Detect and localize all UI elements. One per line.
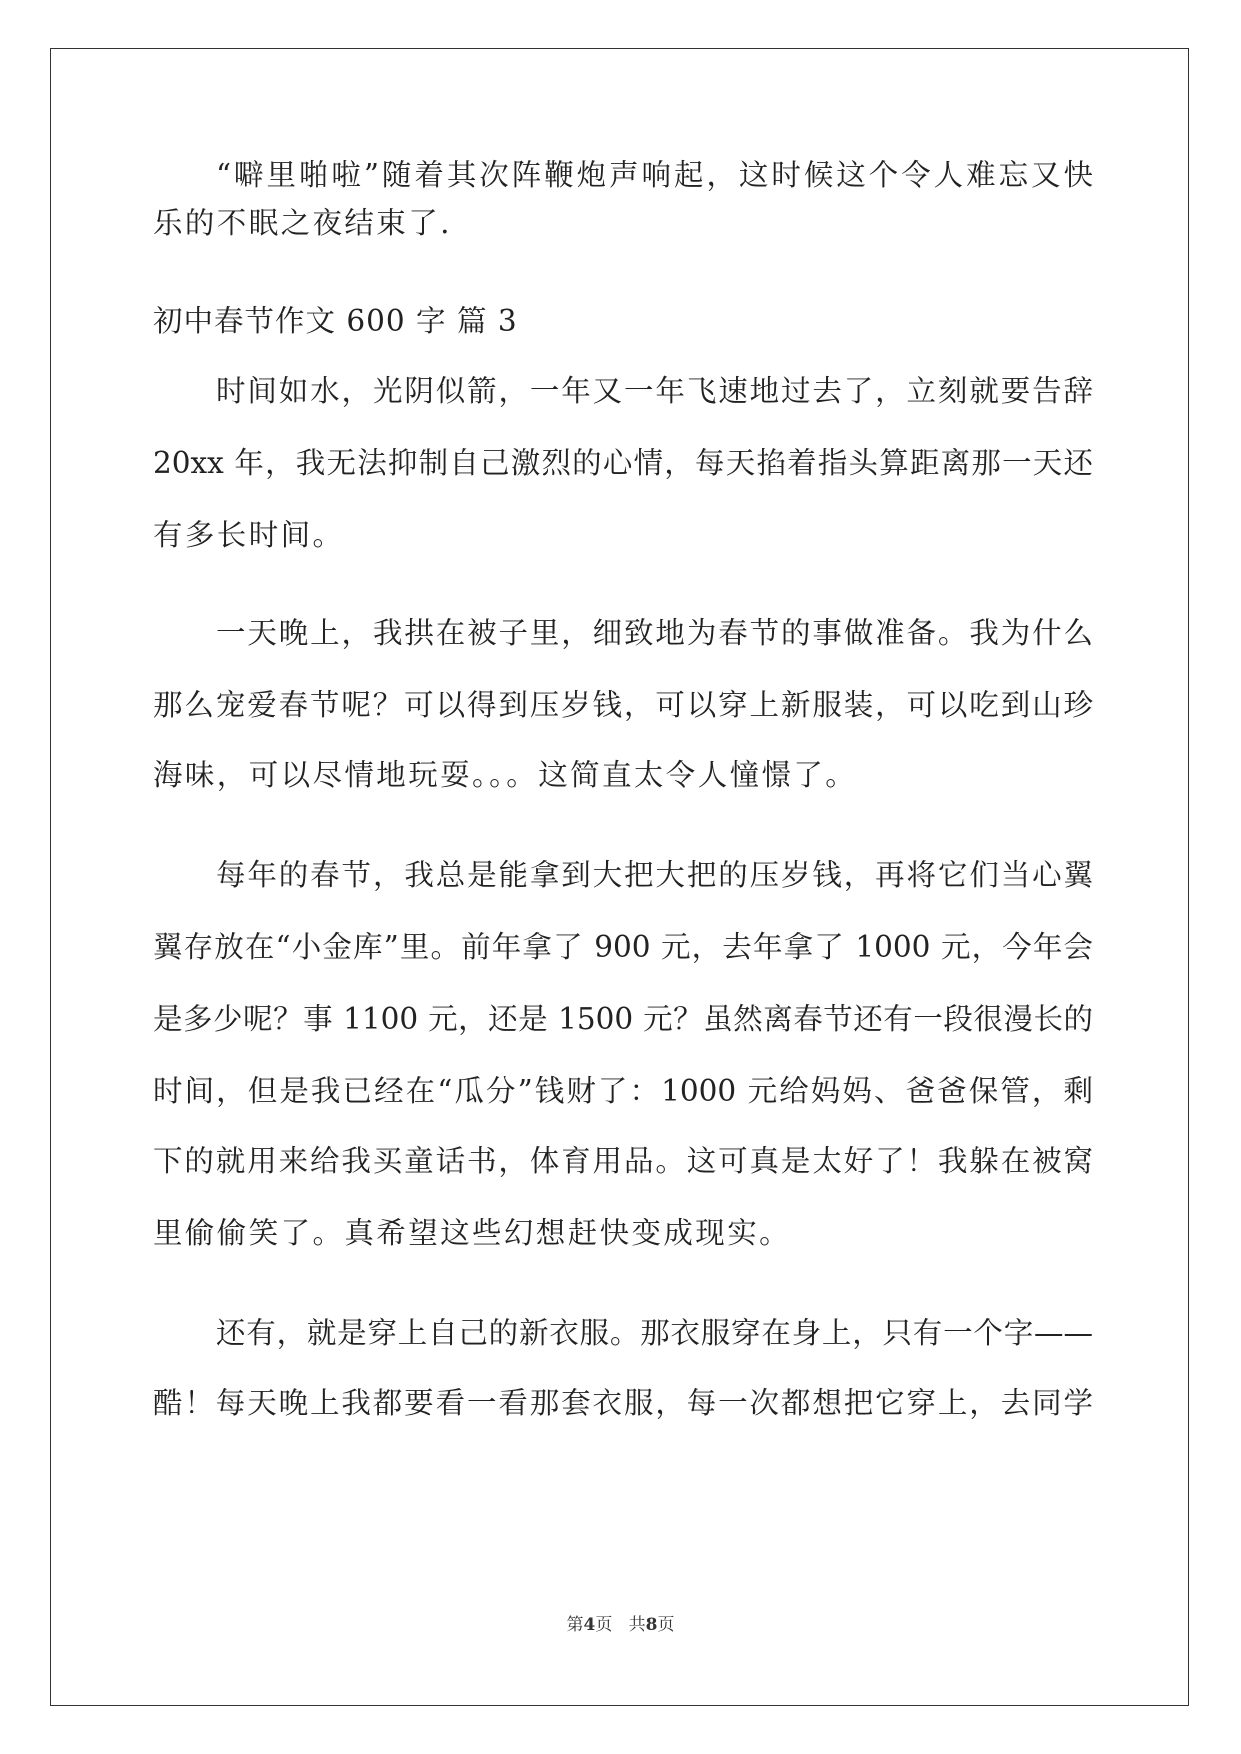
paragraph-line: 每年的春节，我总是能拿到大把大把的压岁钱，再将它们当心翼 [216, 858, 1093, 892]
paragraph-line: 乐的不眠之夜结束了. [153, 206, 452, 240]
page-suffix: 页 [657, 1615, 675, 1635]
paragraph-line: 时间，但是我已经在“瓜分”钱财了：1000 元给妈妈、爸爸保管，剩 [153, 1074, 1093, 1108]
paragraph-line: “噼里啪啦”随着其次阵鞭炮声响起，这时候这个令人难忘又快 [216, 158, 1093, 192]
paragraph-line: 酷！每天晚上我都要看一看那套衣服，每一次都想把它穿上，去同学 [153, 1386, 1093, 1420]
paragraph-line: 翼存放在“小金库”里。前年拿了 900 元，去年拿了 1000 元，今年会 [153, 930, 1093, 964]
page-number-footer [0, 1614, 1241, 1636]
paragraph-line: 海味，可以尽情地玩耍。。。这简直太令人憧憬了。 [153, 758, 858, 792]
total-page-number: 8 [645, 1615, 658, 1635]
current-page-number: 4 [583, 1615, 596, 1635]
paragraph-line: 还有，就是穿上自己的新衣服。那衣服穿在身上，只有一个字—— [216, 1316, 1093, 1350]
page-separator: 页 共 [595, 1615, 646, 1635]
page-prefix: 第 [566, 1615, 584, 1635]
paragraph-line: 20xx 年，我无法抑制自己激烈的心情，每天掐着指头算距离那一天还 [153, 446, 1093, 480]
paragraph-line: 有多长时间。 [153, 518, 345, 552]
paragraph-line: 下的就用来给我买童话书，体育用品。这可真是太好了！我躲在被窝 [153, 1144, 1093, 1178]
paragraph-line: 是多少呢？事 1100 元，还是 1500 元？虽然离春节还有一段很漫长的 [153, 1002, 1093, 1036]
paragraph-line: 一天晚上，我拱在被子里，细致地为春节的事做准备。我为什么 [216, 616, 1093, 650]
paragraph-line: 时间如水，光阴似箭，一年又一年飞速地过去了，立刻就要告辞 [216, 374, 1093, 408]
paragraph-line: 里偷偷笑了。真希望这些幻想赶快变成现实。 [153, 1216, 792, 1250]
paragraph-line: 那么宠爱春节呢？可以得到压岁钱，可以穿上新服装，可以吃到山珍 [153, 688, 1093, 722]
section-heading: 初中春节作文 600 字 篇 3 [153, 304, 518, 338]
